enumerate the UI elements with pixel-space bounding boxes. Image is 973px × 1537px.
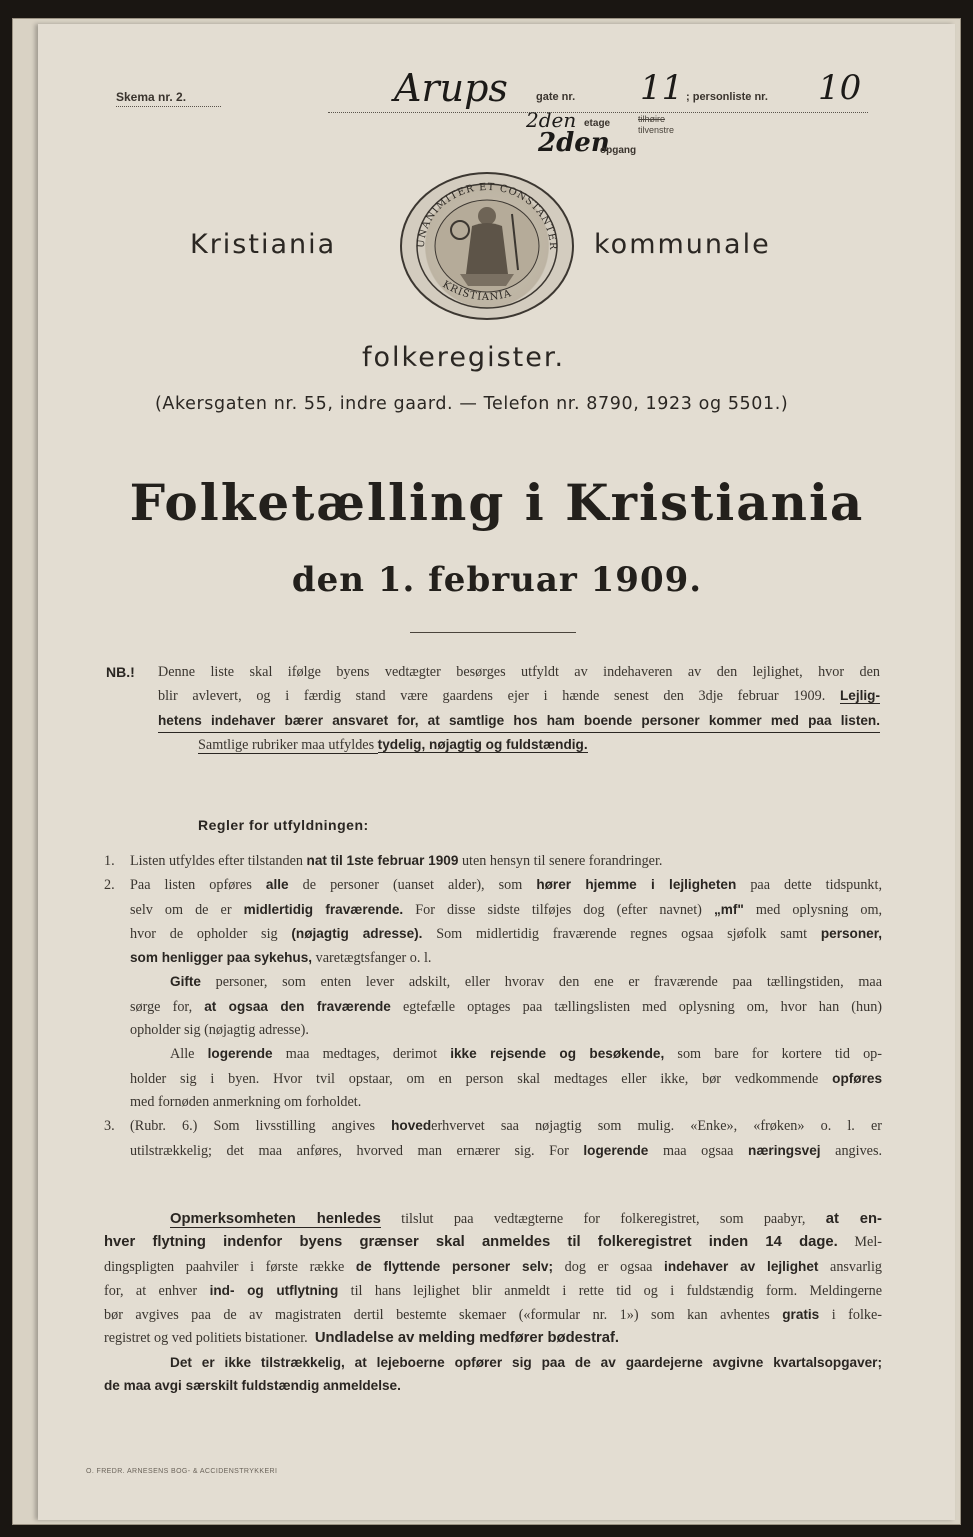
r2-p2-l2c: egtefælle optages paa tællingslisten med oplysning om, hvor han (hun) [403, 998, 883, 1015]
notice-l6a: registret og ved politiets bistationer. [104, 1330, 308, 1347]
r2-p3-l2: holder sig i byen. Hvor tvil opstaar, om en person skal medtages eller ikke, bør vedkommende [130, 1070, 819, 1087]
rule-1-num: 1. [104, 853, 115, 869]
notice-block [104, 1208, 882, 1397]
rule-2-num: 2. [104, 877, 115, 894]
notice-l2a: hver flytning indenfor byens grænser skal anmeldes til folkeregistret inden 14 dage. [104, 1234, 838, 1251]
side-label: tilvenstre [638, 125, 675, 135]
r2-p3-l1d: ikke rejsende og besøkende, [450, 1046, 665, 1062]
rule-1-b: nat til 1ste februar 1909 [306, 853, 459, 868]
printer-imprint: O. FREDR. ARNESENS BOG- & ACCIDENSTRYKKERI [86, 1468, 278, 1475]
date-title: den 1. februar 1909. [291, 560, 703, 600]
notice-l1b: tilslut paa vedtægterne for folkeregistret, som paabyr, [401, 1211, 806, 1227]
nb-line-2a: blir avlevert, og i færdig stand være gaardens ejer i hænde senest den 3dje februar 1909. [158, 688, 826, 705]
r2-p3-l1a: Alle [170, 1046, 195, 1063]
nb-line-4 [158, 733, 880, 757]
notice-l5a: bør avgives paa de av magistraten dertil bestemte skemaer («formular nr. 1») som kan avhentes [104, 1307, 770, 1324]
r2-l1b: alle [265, 877, 289, 893]
notice-line-2 [104, 1231, 882, 1254]
nb-label: NB.! [106, 664, 135, 680]
rules-block [104, 849, 882, 1163]
opgang-handwritten: 2den [538, 128, 610, 158]
notice-l3c: dog er ogsaa [564, 1258, 653, 1275]
r3-l1c: erhvervet saa nøjagtig som mulig. «Enke», «frøken» o. l. er [431, 1118, 882, 1135]
r2-l1e: paa dette tidspunkt, [750, 877, 883, 894]
rule-2-p3-line-1 [104, 1042, 882, 1066]
r2-l3a: hvor de opholder sig [130, 925, 278, 942]
notice-l4b: ind- og utflytning [209, 1282, 339, 1298]
rule-3-num: 3. [104, 1118, 115, 1135]
r3-l1a: (Rubr. 6.) Som livsstilling angives [130, 1118, 375, 1135]
r2-l3c: Som midlertidig fraværende regnes ogsaa sjøfolk samt [436, 925, 808, 942]
rule-2-p3-line-3: med fornøden anmerkning om forholdet. [130, 1093, 362, 1110]
rule-1-c: uten hensyn til senere forandringer. [461, 853, 663, 869]
r2-p2-l1b: personer, som enten lever adskilt, eller hvorav den ene er fraværende paa tællingstiden, maa [215, 974, 882, 991]
address-line [328, 112, 868, 113]
notice-l3e: ansvarlig [830, 1258, 883, 1275]
r2-l2d: „mf" [713, 901, 744, 917]
street-handwritten: Arups [394, 66, 508, 110]
notice-line-3 [104, 1255, 882, 1279]
nb-line-4a: Samtlige rubriker maa utfyldes [198, 736, 375, 753]
r3-l2c: maa ogsaa [662, 1142, 734, 1159]
rule-2-line-4 [104, 946, 882, 970]
r2-l1a: Paa listen opføres [130, 877, 252, 894]
gate-nr-label: gate nr. [536, 91, 576, 103]
org-right: kommunale [594, 229, 771, 260]
rule-2-line-1 [104, 873, 882, 897]
r2-l1c: de personer (uanset alder), som [302, 877, 523, 894]
notice-l1c: at en- [825, 1211, 882, 1227]
r2-l2c: For disse sidste tilføjes dog (efter navnet) [415, 901, 702, 918]
rule-2-p3-line-2 [104, 1067, 882, 1091]
personliste-value: 10 [818, 68, 862, 108]
notice-l4a: for, at enhver [104, 1282, 198, 1299]
personliste-label: ; personliste nr. [686, 91, 768, 103]
notice-p2-line-1: Det er ikke tilstrækkelig, at lejeboerne opfører sig paa de av gaardejerne avgivne kvartalsopgaver; [170, 1354, 882, 1370]
notice-l2b: Mel- [854, 1234, 882, 1251]
notice-line-1 [104, 1208, 882, 1231]
nb-block [158, 661, 880, 757]
opgang-label: opgang [600, 145, 637, 156]
etage-handwritten: 2den [526, 108, 577, 132]
notice-l5c: i folke- [831, 1307, 882, 1324]
rule-3-line-1 [104, 1114, 882, 1138]
notice-l4c: til hans lejlighet blir anmeldt i rette tid og i fuldstændig form. Meldingerne [350, 1282, 883, 1299]
etage-label: etage [584, 118, 611, 129]
r2-p3-l1e: som bare for kortere tid op- [677, 1046, 883, 1063]
rules-heading: Regler for utfyldningen: [198, 817, 369, 833]
org-address: (Akersgaten nr. 55, indre gaard. — Telefon nr. 8790, 1923 og 5501.) [155, 394, 789, 414]
r2-l2e: med oplysning om, [755, 901, 883, 918]
notice-line-4 [104, 1279, 882, 1303]
city-seal [400, 172, 574, 320]
notice-l3b: de flyttende personer selv; [355, 1258, 554, 1274]
r2-p2-l1a: Gifte [170, 974, 201, 990]
gate-nr-value: 11 [640, 68, 684, 108]
org-left: Kristiania [190, 229, 337, 260]
notice-line-5 [104, 1303, 882, 1327]
nb-line-4b: tydelig, nøjagtig og fuldstændig. [377, 736, 588, 752]
org-sub: folkeregister. [362, 342, 566, 373]
r2-p3-l1b: logerende [207, 1046, 273, 1062]
main-title: Folketælling i Kristiania [129, 473, 865, 532]
r3-l2a: utilstrækkelig; det maa anføres, hvorved man ernærer sig. For [130, 1142, 569, 1159]
r3-l2d: næringsvej [748, 1142, 821, 1158]
r2-l1d: hører hjemme i lejligheten [536, 877, 737, 893]
r3-l1b: hoved [391, 1118, 432, 1134]
side-strike: tilhøire [638, 114, 666, 124]
skema-label [116, 90, 221, 107]
notice-l1a: Opmerksomheten henledes [170, 1211, 381, 1227]
rule-1-a: Listen utfyldes efter tilstanden [130, 853, 303, 869]
rule-2-line-3 [104, 922, 882, 946]
notice-l3d: indehaver av lejlighet [664, 1258, 819, 1274]
r3-l2e: angives. [835, 1142, 883, 1159]
seal-bottom-text: KRISTIANIA [440, 279, 514, 304]
r2-l3b: (nøjagtig adresse). [291, 925, 423, 941]
nb-line-3: hetens indehaver bærer ansvaret for, at samtlige hos ham boende personer kommer med paa listen. [158, 709, 880, 733]
skema-text: Skema nr. 2. [116, 90, 187, 104]
r2-p3-l1c: maa medtages, derimot [285, 1046, 438, 1063]
notice-l3a: dingspligten paahviler i første række [104, 1258, 345, 1275]
nb-line-1: Denne liste skal ifølge byens vedtægter besørges utfyldt av indehaveren av den lejlighet, hvor den [158, 664, 880, 680]
r2-p3-l2b: opføres [832, 1070, 883, 1086]
rule-2-p2-line-3: opholder sig (nøjagtig adresse). [130, 1022, 309, 1039]
r2-l3d: personer, [820, 925, 883, 941]
nb-line-2 [158, 684, 880, 708]
r2-l2a: selv om de er [130, 901, 232, 918]
notice-p2-line-2: de maa avgi særskilt fuldstændig anmeldelse. [104, 1378, 401, 1394]
nb-line-2b: Lejlig- [839, 688, 880, 704]
seal-top-text: UNANIMITER ET CONSTANTER [415, 181, 559, 251]
rule-3-line-2 [104, 1139, 882, 1163]
r2-l4b: varetægtsfanger o. l. [315, 950, 432, 967]
rule-2-p2-line-2 [104, 995, 882, 1019]
rule-2-line-2 [104, 898, 882, 922]
census-form [38, 24, 955, 1520]
title-divider [410, 632, 576, 633]
notice-l6b: Undladelse av melding medfører bødestraf. [314, 1330, 620, 1347]
notice-l5b: gratis [782, 1307, 820, 1323]
seal-emblem [402, 174, 572, 318]
r2-l4a: som henligger paa sykehus, [130, 950, 313, 966]
r2-p2-l2a: sørge for, [130, 998, 193, 1015]
rule-2-p2-line-1 [104, 970, 882, 994]
rule-1 [104, 849, 882, 873]
r2-l2b: midlertidig fraværende. [243, 901, 404, 917]
r2-p2-l2b: at ogsaa den fraværende [204, 998, 391, 1014]
notice-line-6 [104, 1327, 882, 1350]
r3-l2b: logerende [583, 1142, 649, 1158]
